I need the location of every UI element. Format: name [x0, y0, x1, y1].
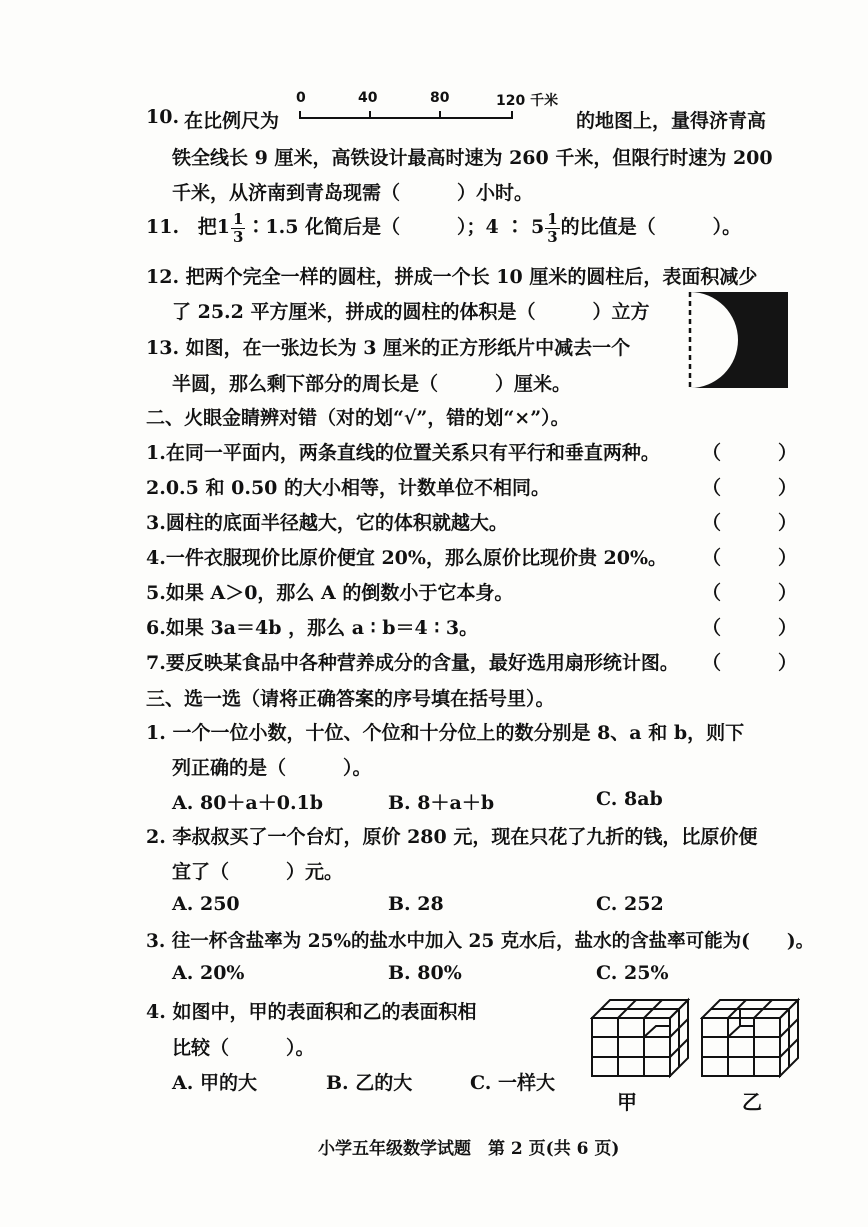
tf-item-1: 1.在同一平面内，两条直线的位置关系只有平行和垂直两种。 — [146, 442, 660, 464]
tf-answer-paren-5[interactable]: （ ） — [702, 582, 798, 604]
square-minus-semicircle-figure — [684, 290, 792, 390]
q11-part1: 把 — [197, 216, 217, 238]
tf-item-6: 6.如果 3a＝4b ，那么 a ∶ b＝4 ∶ 3。 — [146, 617, 479, 639]
mc-q2-line2: 宜了（ ）元。 — [172, 861, 344, 883]
mc-q2-line1: 2. 李叔叔买了一个台灯，原价 280 元，现在只花了九折的钱，比原价便 — [146, 826, 758, 848]
q13-line2: 半圆，那么剩下部分的周长是（ ）厘米。 — [172, 373, 572, 395]
q11-mixed1-denominator: 3 — [232, 227, 244, 246]
mc-q4-line1: 4. 如图中，甲的表面积和乙的表面积相 — [146, 1001, 477, 1023]
q10-line2: 铁全线长 9 厘米，高铁设计最高时速为 260 千米，但限行时速为 200 — [172, 147, 773, 169]
tf-answer-paren-4[interactable]: （ ） — [702, 547, 798, 569]
mc-q3-option-b[interactable]: B. 80% — [388, 962, 462, 984]
tf-item-7: 7.要反映某食品中各种营养成分的含量，最好选用扇形统计图。 — [146, 652, 679, 674]
q11-part2: ∶1.5 化简后是（ ）；4 ∶ 5 — [246, 216, 545, 238]
q11-number: 11. — [146, 216, 180, 238]
scale-tick-40: 40 — [358, 90, 378, 106]
tf-answer-paren-7[interactable]: （ ） — [702, 652, 798, 674]
section3-title: 三、选一选（请将正确答案的序号填在括号里）。 — [146, 688, 555, 710]
tf-answer-paren-3[interactable]: （ ） — [702, 512, 798, 534]
scale-tick-120: 120 千米 — [496, 93, 559, 109]
mc-q1-option-b[interactable]: B. 8＋a＋b — [388, 792, 495, 814]
q11-mixed1-whole: 1 — [216, 216, 230, 238]
mc-q1-option-c[interactable]: C. 8ab — [596, 788, 663, 810]
q10-line1-pre: 在比例尺为 — [184, 110, 280, 132]
mc-q2-option-a[interactable]: A. 250 — [172, 893, 240, 915]
mc-q4-line2: 比较（ ）。 — [172, 1037, 315, 1059]
mc-q1-option-a[interactable]: A. 80＋a＋0.1b — [172, 792, 324, 814]
q11-mixed1-fraction — [231, 211, 245, 246]
q11-line — [146, 210, 741, 246]
tf-answer-paren-6[interactable]: （ ） — [702, 617, 798, 639]
mc-q4-option-b[interactable]: B. 乙的大 — [326, 1072, 413, 1094]
q11-mixed2-denominator: 3 — [547, 227, 558, 246]
q11-mixed2-fraction — [545, 211, 559, 246]
mc-q2-option-b[interactable]: B. 28 — [388, 893, 444, 915]
scale-tick-0: 0 — [296, 90, 306, 106]
scale-bar-line — [290, 108, 570, 124]
tf-item-2: 2.0.5 和 0.50 的大小相等，计数单位不相同。 — [146, 477, 551, 499]
mc-q1-line1: 1. 一个一位小数，十位、个位和十分位上的数分别是 8、a 和 b，则下 — [146, 722, 745, 744]
q10-line1-post: 的地图上，量得济青高 — [576, 110, 767, 132]
cube-figure-jia — [590, 996, 690, 1080]
mc-q4-option-c[interactable]: C. 一样大 — [470, 1072, 556, 1094]
tf-answer-paren-1[interactable]: （ ） — [702, 442, 798, 464]
page-footer: 小学五年级数学试题 第 2 页(共 6 页) — [318, 1139, 620, 1159]
mc-q3-option-a[interactable]: A. 20% — [172, 962, 245, 984]
tf-item-3: 3.圆柱的底面半径越大，它的体积就越大。 — [146, 512, 508, 534]
cube-figure-yi — [700, 996, 800, 1080]
q11-part3: 的比值是（ ）。 — [560, 216, 742, 238]
scale-tick-80: 80 — [430, 90, 450, 106]
tf-answer-paren-2[interactable]: （ ） — [702, 477, 798, 499]
mc-q3-line1: 3. 往一杯含盐率为 25%的盐水中加入 25 克水后，盐水的含盐率可能为( )。 — [146, 931, 815, 952]
q10-number: 10. — [146, 106, 180, 128]
q11-mixed2-numerator: 1 — [547, 209, 558, 228]
scale-bar — [290, 90, 570, 130]
mc-q4-option-a[interactable]: A. 甲的大 — [172, 1072, 257, 1094]
tf-item-4: 4.一件衣服现价比原价便宜 20%，那么原价比现价贵 20%。 — [146, 547, 668, 569]
q13-line1: 13. 如图，在一张边长为 3 厘米的正方形纸片中减去一个 — [146, 337, 631, 359]
figure-label-jia: 甲 — [617, 1090, 637, 1114]
figure-label-yi: 乙 — [742, 1090, 762, 1114]
q12-line1: 12. 把两个完全一样的圆柱，拼成一个长 10 厘米的圆柱后，表面积减少 — [146, 266, 758, 288]
q12-line2: 了 25.2 平方厘米，拼成的圆柱的体积是（ ）立方 — [172, 301, 650, 323]
mc-q3-option-c[interactable]: C. 25% — [596, 962, 669, 984]
section2-title: 二、火眼金睛辨对错（对的划“√”，错的划“×”）。 — [146, 407, 570, 429]
mc-q1-line2: 列正确的是（ ）。 — [172, 757, 372, 779]
q10-line3: 千米，从济南到青岛现需（ ）小时。 — [172, 182, 534, 204]
mc-q2-option-c[interactable]: C. 252 — [596, 893, 664, 915]
tf-item-5: 5.如果 A＞0，那么 A 的倒数小于它本身。 — [146, 582, 514, 604]
q11-mixed1-numerator: 1 — [232, 209, 244, 228]
